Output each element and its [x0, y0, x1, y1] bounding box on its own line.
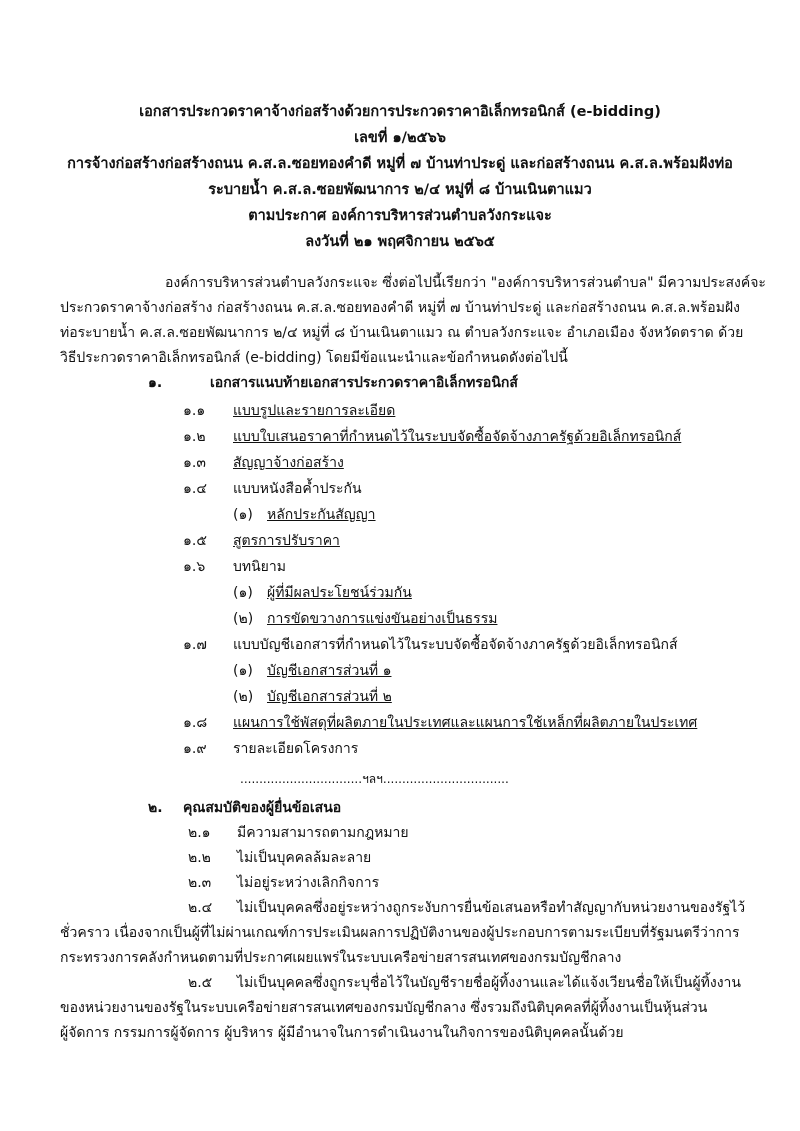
intro-line: วิธีประกวดราคาอิเล็กทรอนิกส์ (e-bidding) โดยมีข้อแนะนำและข้อกำหนดดังต่อไปนี้: [60, 350, 568, 366]
section2-title: คุณสมบัติของผู้ยื่นข้อเสนอ: [183, 800, 342, 816]
sub-item-number: (๑): [233, 585, 253, 601]
item-number: ๑.๙: [183, 741, 207, 757]
intro-line: องค์การบริหารส่วนตำบลวังกระแจะ ซึ่งต่อไปนี้เรียกว่า "องค์การบริหารส่วนตำบล" มีความประสงค์จะ: [165, 275, 766, 291]
sub-item-number: (๒): [233, 689, 254, 705]
section1-title: เอกสารแนบท้ายเอกสารประกวดราคาอิเล็กทรอนิกส์: [210, 375, 518, 391]
attachment-link[interactable]: บัญชีเอกสารส่วนที่ ๒: [267, 689, 392, 705]
project-title-line2: ระบายน้ำ ค.ส.ล.ซอยพัฒนาการ ๒/๔ หมู่ที่ ๘ บ้านเนินตาแมว: [208, 182, 592, 198]
item-number: ๑.๖: [183, 559, 206, 575]
item-number: ๑.๔: [183, 481, 207, 497]
attachment-link[interactable]: แบบรูปและรายการละเอียด: [233, 403, 396, 419]
item-text: แบบหนังสือค้ำประกัน: [233, 481, 362, 497]
item-number: ๑.๗: [183, 637, 207, 653]
attachment-link[interactable]: แบบใบเสนอราคาที่กำหนดไว้ในระบบจัดซื้อจัดจ้างภาครัฐด้วยอิเล็กทรอนิกส์: [233, 429, 682, 445]
item-text-continued: ชั่วคราว เนื่องจากเป็นผู้ที่ไม่ผ่านเกณฑ์การประเมินผลการปฏิบัติงานของผู้ประกอบการตามระเบียบที่รัฐมนตรีว่าการ: [60, 925, 740, 941]
attachment-link[interactable]: หลักประกันสัญญา: [267, 507, 376, 523]
sub-item-number: (๑): [233, 507, 253, 523]
item-number: ๒.๔: [188, 900, 213, 916]
doc-number: เลขที่ ๑/๒๕๖๖: [354, 130, 446, 146]
attachment-link[interactable]: การขัดขวางการแข่งขันอย่างเป็นธรรม: [267, 611, 498, 627]
item-number: ๑.๕: [183, 533, 207, 549]
section1-number: ๑.: [148, 375, 163, 391]
sub-item-number: (๑): [233, 663, 253, 679]
item-text: แบบบัญชีเอกสารที่กำหนดไว้ในระบบจัดซื้อจัดจ้างภาครัฐด้วยอิเล็กทรอนิกส์: [233, 637, 678, 653]
ellipsis-separator: ................................ฯลฯ.................................: [240, 772, 509, 786]
intro-line: ประกวดราคาจ้างก่อสร้าง ก่อสร้างถนน ค.ส.ล.ซอยทองคำดี หมู่ที่ ๗ บ้านท่าประดู่ และก่อสร้างถนน ค.ส.ล.พร้อมฝัง: [60, 300, 740, 316]
item-text: ไม่อยู่ระหว่างเลิกกิจการ: [237, 875, 380, 891]
item-text-continued: ของหน่วยงานของรัฐในระบบเครือข่ายสารสนเทศของกรมบัญชีกลาง ซึ่งรวมถึงนิติบุคคลที่ผู้ทิ้งงานเป็นหุ้นส่วน: [60, 1000, 708, 1016]
item-number: ๑.๓: [183, 455, 206, 471]
item-text-continued: กระทรวงการคลังกำหนดตามที่ประกาศเผยแพร่ในระบบเครือข่ายสารสนเทศของกรมบัญชีกลาง: [60, 950, 622, 966]
attachment-link[interactable]: แผนการใช้พัสดุที่ผลิตภายในประเทศและแผนการใช้เหล็กที่ผลิตภายในประเทศ: [233, 715, 698, 731]
item-text: ไม่เป็นบุคคลซึ่งถูกระบุชื่อไว้ในบัญชีรายชื่อผู้ทิ้งงานและได้แจ้งเวียนชื่อให้เป็นผู้ทิ้งงาน: [237, 975, 741, 991]
item-number: ๒.๓: [188, 875, 212, 891]
doc-title: เอกสารประกวดราคาจ้างก่อสร้างด้วยการประกวดราคาอิเล็กทรอนิกส์ (e-bidding): [139, 104, 661, 120]
item-number: ๒.๒: [188, 850, 211, 866]
item-number: ๑.๒: [183, 429, 206, 445]
item-number: ๑.๑: [183, 403, 206, 419]
item-number: ๒.๕: [188, 975, 213, 991]
item-text: ไม่เป็นบุคคลซึ่งอยู่ระหว่างถูกระงับการยื่นข้อเสนอหรือทำสัญญากับหน่วยงานของรัฐไว้: [237, 900, 746, 916]
item-text: มีความสามารถตามกฎหมาย: [237, 825, 409, 841]
item-number: ๒.๑: [188, 825, 211, 841]
announcement-ref: ตามประกาศ องค์การบริหารส่วนตำบลวังกระแจะ: [248, 208, 552, 224]
sub-item-number: (๒): [233, 611, 254, 627]
attachment-link[interactable]: บัญชีเอกสารส่วนที่ ๑: [267, 663, 392, 679]
attachment-link[interactable]: ผู้ที่มีผลประโยชน์ร่วมกัน: [267, 585, 412, 601]
announcement-date: ลงวันที่ ๒๑ พฤศจิกายน ๒๕๖๕: [305, 234, 495, 250]
item-text: รายละเอียดโครงการ: [233, 741, 359, 757]
item-number: ๑.๘: [183, 715, 208, 731]
item-text-continued: ผู้จัดการ กรรมการผู้จัดการ ผู้บริหาร ผู้มีอำนาจในการดำเนินงานในกิจการของนิติบุคคลนั้นด้วย: [60, 1025, 624, 1041]
attachment-link[interactable]: สัญญาจ้างก่อสร้าง: [233, 455, 344, 471]
intro-line: ท่อระบายน้ำ ค.ส.ล.ซอยพัฒนาการ ๒/๔ หมู่ที่ ๘ บ้านเนินตาแมว ณ ตำบลวังกระแจะ อำเภอเมือง จังหวัดตราด ด้วย: [60, 325, 744, 341]
project-title-line1: การจ้างก่อสร้างก่อสร้างถนน ค.ส.ล.ซอยทองคำดี หมู่ที่ ๗ บ้านท่าประดู่ และก่อสร้างถนน ค.ส.ล.พร้อมฝังท่อ: [67, 156, 733, 172]
item-text: ไม่เป็นบุคคลล้มละลาย: [237, 850, 372, 866]
attachment-link[interactable]: สูตรการปรับราคา: [233, 533, 340, 549]
item-text: บทนิยาม: [233, 559, 286, 575]
section2-number: ๒.: [148, 800, 163, 816]
